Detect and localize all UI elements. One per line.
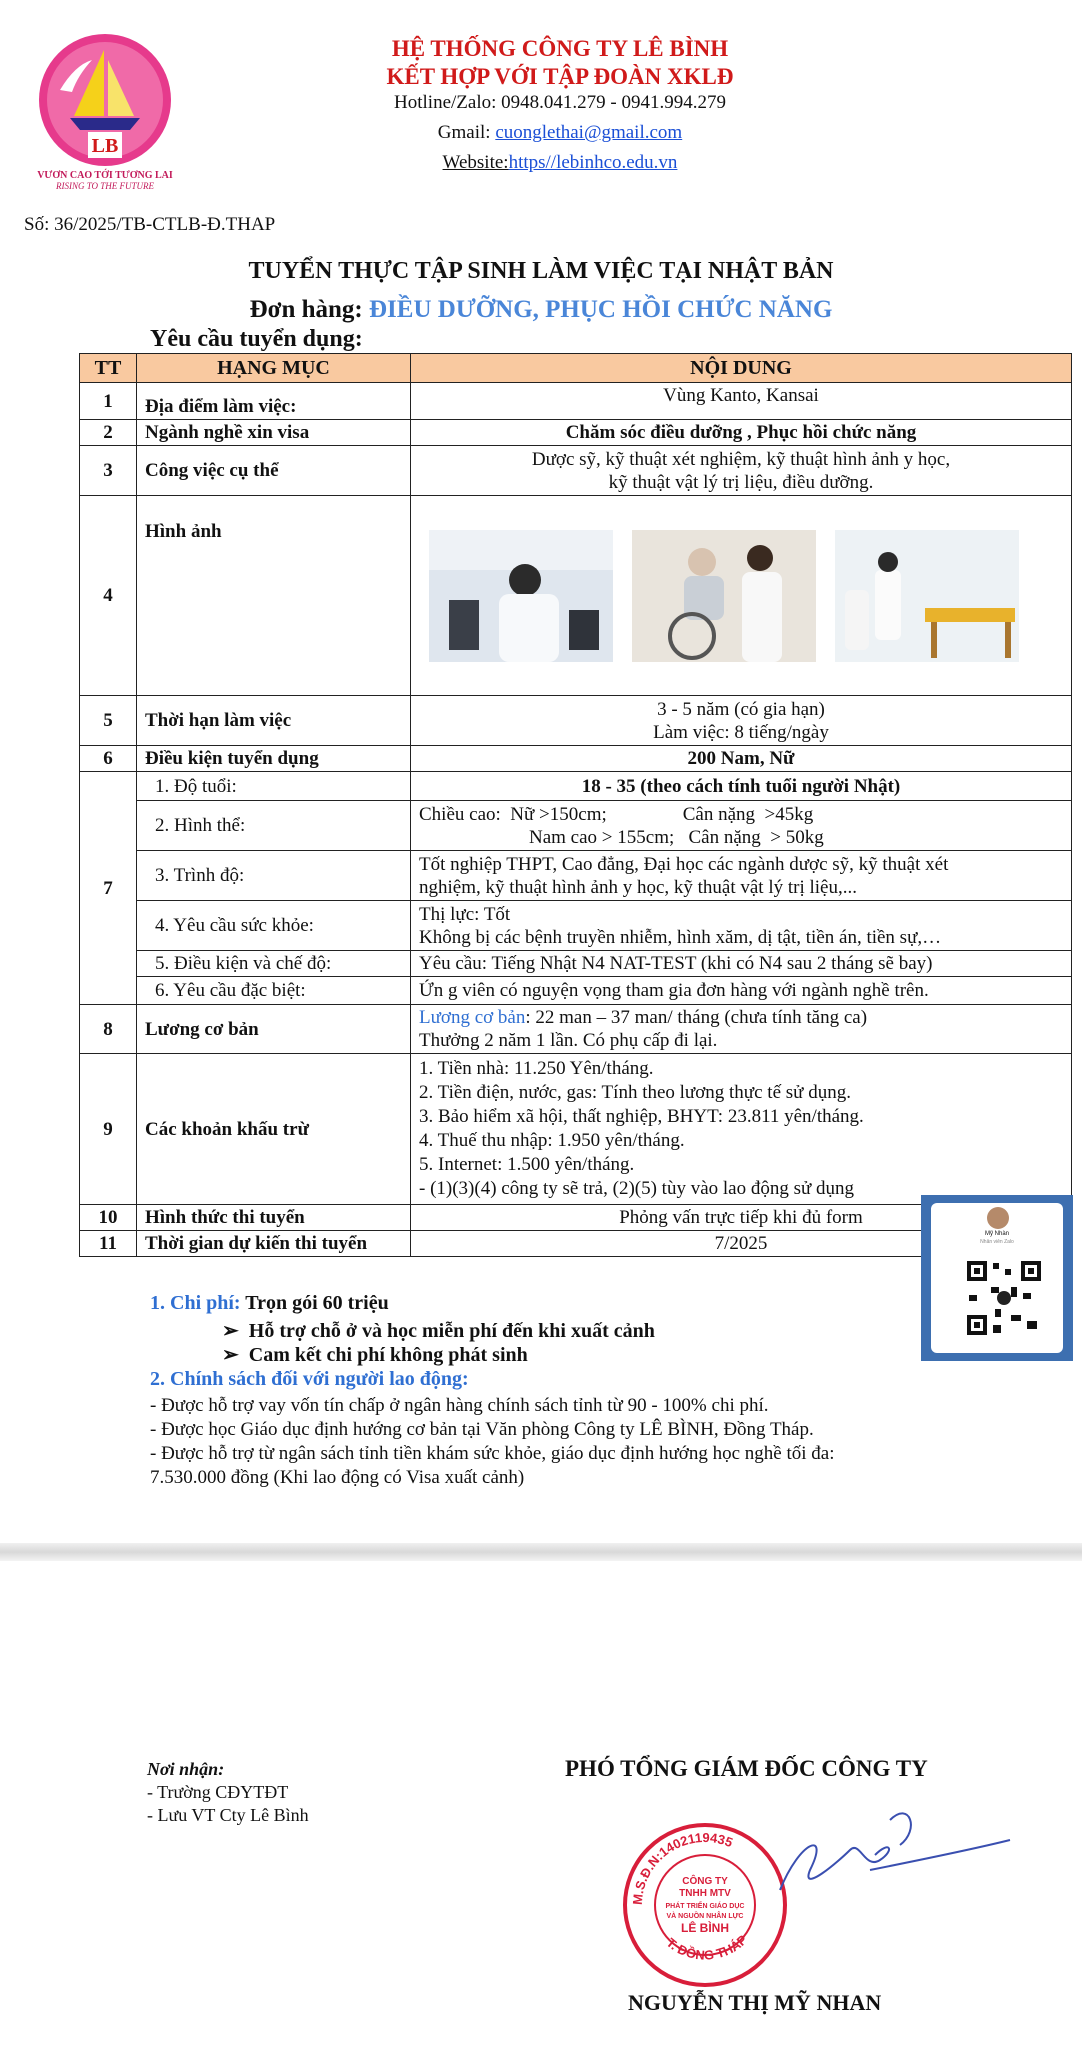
header-content: NỘI DUNG bbox=[411, 354, 1072, 383]
policy-list bbox=[150, 1394, 1030, 1490]
seal-line: PHÁT TRIỂN GIÁO DỤC bbox=[665, 1903, 745, 1910]
header-tt: TT bbox=[80, 354, 137, 383]
requirements-table bbox=[79, 353, 1072, 1257]
seal-province: T. ĐỒNG THÁP bbox=[663, 1931, 751, 1963]
row-content-line: 3 - 5 năm (có gia hạn) bbox=[657, 698, 825, 720]
cost-label: 1. Chi phí: bbox=[150, 1292, 246, 1314]
company-name: HỆ THỐNG CÔNG TY LÊ BÌNH bbox=[391, 36, 729, 61]
row-content bbox=[411, 696, 1072, 746]
arrow-bullet-icon: ➢ bbox=[222, 1320, 239, 1342]
row-item: Địa điểm làm việc: bbox=[137, 383, 411, 420]
table-row bbox=[80, 746, 1072, 772]
row-item: Công việc cụ thể bbox=[137, 446, 411, 496]
gmail-label: Gmail: bbox=[437, 122, 496, 143]
document-number: Số: 36/2025/TB-CTLB-Đ.THAP bbox=[24, 214, 276, 235]
policy-item: 7.530.000 đồng (Khi lao động có Visa xuất cảnh) bbox=[150, 1467, 525, 1488]
qr-code-icon[interactable] bbox=[965, 1259, 1043, 1337]
row-number: 10 bbox=[80, 1205, 137, 1231]
salary-value: : 22 man – 37 man/ tháng (chưa tính tăng ca) bbox=[525, 1007, 868, 1028]
qr-owner-name: Mỹ Nhàn bbox=[984, 1231, 1009, 1237]
row-item: Các khoản khấu trừ bbox=[137, 1054, 411, 1205]
row-content: 200 Nam, Nữ bbox=[411, 746, 1072, 772]
row-item: Hình thức thi tuyển bbox=[137, 1205, 411, 1231]
deduction-item: 1. Tiền nhà: 11.250 Yên/tháng. bbox=[419, 1058, 654, 1079]
policy-item: - Được hỗ trợ vay vốn tín chấp ở ngân hàng chính sách tỉnh từ 90 - 100% chi phí. bbox=[150, 1395, 769, 1416]
deduction-item: 5. Internet: 1.500 yên/tháng. bbox=[419, 1154, 635, 1175]
subrow-label: 1. Độ tuổi: bbox=[137, 772, 411, 801]
logo-slogan-en: RISING TO THE FUTURE bbox=[55, 181, 155, 190]
row-item: Lương cơ bản bbox=[137, 1005, 411, 1054]
hotline: Hotline/Zalo: 0948.041.279 - 0941.994.279 bbox=[394, 92, 726, 113]
row-content bbox=[411, 446, 1072, 496]
row-content-line: Nam cao > 155cm; Cân nặng > 50kg bbox=[529, 826, 824, 848]
table-row bbox=[80, 446, 1072, 496]
qr-owner-subtitle: Nhân viên Zalo bbox=[980, 1239, 1014, 1245]
subrow-content: Ứn g viên có nguyện vọng tham gia đơn hàng với ngành nghề trên. bbox=[411, 977, 1072, 1005]
deduction-item: - (1)(3)(4) công ty sẽ trả, (2)(5) tùy vào lao động sử dụng bbox=[419, 1178, 855, 1199]
table-row bbox=[80, 801, 1072, 851]
row-item: Điều kiện tuyển dụng bbox=[137, 746, 411, 772]
logo-slogan-vi: VƯƠN CAO TỚI TƯƠNG LAI bbox=[37, 170, 173, 181]
recipient-item: - Trường CĐYTĐT bbox=[147, 1782, 289, 1802]
row-content-line: Tốt nghiệp THPT, Cao đẳng, Đại học các ngành dược sỹ, kỹ thuật xét bbox=[419, 853, 949, 875]
photo-rehab-room bbox=[835, 530, 1019, 662]
subrow-label: 2. Hình thể: bbox=[137, 801, 411, 851]
row-number: 2 bbox=[80, 420, 137, 446]
order-label: Đơn hàng: bbox=[249, 296, 369, 323]
subrow-content: Yêu cầu: Tiếng Nhật N4 NAT-TEST (khi có N4 sau 2 tháng sẽ bay) bbox=[411, 951, 1072, 977]
table-header-row bbox=[80, 354, 1072, 383]
row-content-line: kỹ thuật vật lý trị liệu, điều dưỡng. bbox=[608, 471, 874, 493]
row-content-line: Chiều cao: Nữ >150cm; Cân nặng >45kg bbox=[419, 803, 814, 825]
page-divider bbox=[0, 1543, 1082, 1561]
deduction-item: 4. Thuế thu nhập: 1.950 yên/tháng. bbox=[419, 1130, 685, 1151]
requirements-heading: Yêu cầu tuyển dụng: bbox=[150, 326, 363, 352]
row-number: 7 bbox=[80, 772, 137, 1005]
row-number: 11 bbox=[80, 1231, 137, 1257]
salary-label: Lương cơ bản bbox=[419, 1007, 526, 1028]
deduction-item: 2. Tiền điện, nước, gas: Tính theo lương thực tế sử dụng. bbox=[419, 1082, 851, 1103]
order-value: ĐIỀU DƯỠNG, PHỤC HỒI CHỨC NĂNG bbox=[369, 296, 833, 323]
order-line bbox=[0, 296, 1082, 324]
row-number: 3 bbox=[80, 446, 137, 496]
cost-commitment-text: Cam kết chi phí không phát sinh bbox=[248, 1344, 528, 1366]
company-seal bbox=[620, 1820, 790, 1990]
row-item: Thời hạn làm việc bbox=[137, 696, 411, 746]
table-row bbox=[80, 496, 1072, 696]
table-row bbox=[80, 420, 1072, 446]
company-partner: KẾT HỢP VỚI TẬP ĐOÀN XKLĐ bbox=[386, 64, 734, 89]
table-row bbox=[80, 772, 1072, 801]
row-content-line: Làm việc: 8 tiếng/ngày bbox=[653, 721, 829, 743]
header-item: HẠNG MỤC bbox=[137, 354, 411, 383]
table-row bbox=[80, 1005, 1072, 1054]
seal-code: M.S.Đ.N:1402119435 bbox=[629, 1829, 735, 1906]
deduction-item: 3. Bảo hiểm xã hội, thất nghiệp, BHYT: 23.811 yên/tháng. bbox=[419, 1106, 864, 1127]
arrow-bullet-icon: ➢ bbox=[222, 1344, 239, 1366]
recipient-item: - Lưu VT Cty Lê Bình bbox=[147, 1805, 309, 1825]
table-row bbox=[80, 977, 1072, 1005]
seal-line: TNHH MTV bbox=[679, 1888, 731, 1899]
policy-heading: 2. Chính sách đối với người lao động: bbox=[150, 1368, 469, 1390]
row-content-line: nghiệm, kỹ thuật hình ảnh y học, kỹ thuật vật lý trị liệu,... bbox=[419, 876, 857, 898]
website-link[interactable]: https//lebinhco.edu.vn bbox=[508, 152, 678, 173]
subrow-content bbox=[411, 901, 1072, 951]
row-number: 8 bbox=[80, 1005, 137, 1054]
document-title: TUYỂN THỰC TẬP SINH LÀM VIỆC TẠI NHẬT BẢN bbox=[248, 258, 834, 284]
cost-benefit bbox=[222, 1318, 655, 1343]
row-content: Chăm sóc điều dưỡng , Phục hồi chức năng bbox=[411, 420, 1072, 446]
subrow-content bbox=[411, 851, 1072, 901]
row-item: Thời gian dự kiến thi tuyển bbox=[137, 1231, 411, 1257]
photo-gallery bbox=[411, 496, 1072, 696]
gmail-link[interactable]: cuonglethai@gmail.com bbox=[495, 122, 683, 143]
qr-card-body bbox=[931, 1203, 1063, 1353]
signature bbox=[770, 1800, 1020, 1910]
website-line bbox=[300, 152, 820, 174]
cost-line bbox=[150, 1292, 389, 1315]
cost-value: Trọn gói 60 triệu bbox=[245, 1292, 389, 1314]
row-item: Hình ảnh bbox=[137, 496, 411, 696]
table-row bbox=[80, 1054, 1072, 1205]
logo-mark: LB bbox=[91, 135, 119, 157]
row-number: 5 bbox=[80, 696, 137, 746]
seal-line: CÔNG TY bbox=[682, 1876, 728, 1887]
table-row bbox=[80, 951, 1072, 977]
recipients-title: Nơi nhận: bbox=[147, 1759, 225, 1779]
subrow-label: 4. Yêu cầu sức khỏe: bbox=[137, 901, 411, 951]
website-label: Website: bbox=[442, 152, 509, 173]
subrow-content bbox=[411, 801, 1072, 851]
table-row bbox=[80, 696, 1072, 746]
recipients bbox=[147, 1758, 309, 1827]
table-row bbox=[80, 383, 1072, 420]
subrow-label: 3. Trình độ: bbox=[137, 851, 411, 901]
row-content: Vùng Kanto, Kansai bbox=[411, 383, 1072, 420]
row-number: 1 bbox=[80, 383, 137, 420]
row-number: 6 bbox=[80, 746, 137, 772]
row-item: Ngành nghề xin visa bbox=[137, 420, 411, 446]
subrow-label: 5. Điều kiện và chế độ: bbox=[137, 951, 411, 977]
seal-line: LÊ BÌNH bbox=[681, 1921, 729, 1935]
row-content-line: Dược sỹ, kỹ thuật xét nghiệm, kỹ thuật hình ảnh y học, bbox=[531, 448, 951, 470]
row-number: 4 bbox=[80, 496, 137, 696]
table-row bbox=[80, 901, 1072, 951]
row-content-line bbox=[419, 1006, 1063, 1029]
cost-commitment bbox=[222, 1342, 528, 1367]
row-content-line: Thưởng 2 năm 1 lần. Có phụ cấp đi lại. bbox=[419, 1030, 718, 1051]
policy-item: - Được hỗ trợ từ ngân sách tỉnh tiền khám sức khỏe, giáo dục định hướng học nghề tối đa: bbox=[150, 1443, 835, 1464]
zalo-qr-card[interactable] bbox=[921, 1195, 1073, 1361]
row-content bbox=[411, 1005, 1072, 1054]
row-number: 9 bbox=[80, 1054, 137, 1205]
gmail-line bbox=[300, 122, 820, 144]
row-content: Phỏng vấn trực tiếp khi đủ form bbox=[411, 1205, 1072, 1231]
row-content: 7/2025 bbox=[411, 1231, 1072, 1257]
photo-wheelchair-care bbox=[632, 530, 816, 662]
subrow-content: 18 - 35 (theo cách tính tuổi người Nhật) bbox=[411, 772, 1072, 801]
photo-lab-microscope bbox=[429, 530, 613, 662]
table-row bbox=[80, 851, 1072, 901]
seal-line: VÀ NGUỒN NHÂN LỰC bbox=[666, 1913, 744, 1920]
cost-benefit-text: Hỗ trợ chỗ ở và học miễn phí đến khi xuất cảnh bbox=[248, 1320, 655, 1342]
svg-text:T. ĐỒNG THÁP bbox=[664, 1932, 751, 1963]
policy-item: - Được học Giáo dục định hướng cơ bản tại Văn phòng Công ty LÊ BÌNH, Đồng Tháp. bbox=[150, 1419, 814, 1440]
subrow-label: 6. Yêu cầu đặc biệt: bbox=[137, 977, 411, 1005]
row-content-line: Thị lực: Tốt bbox=[419, 903, 511, 925]
row-content-line: Không bị các bệnh truyền nhiễm, hình xăm, dị tật, tiền án, tiền sự,… bbox=[419, 926, 942, 948]
signer-name: NGUYỄN THỊ MỸ NHAN bbox=[628, 1990, 882, 2015]
avatar bbox=[987, 1207, 1009, 1229]
company-logo bbox=[30, 30, 180, 190]
deductions-list bbox=[411, 1054, 1072, 1205]
signer-title: PHÓ TỔNG GIÁM ĐỐC CÔNG TY bbox=[565, 1756, 928, 1781]
